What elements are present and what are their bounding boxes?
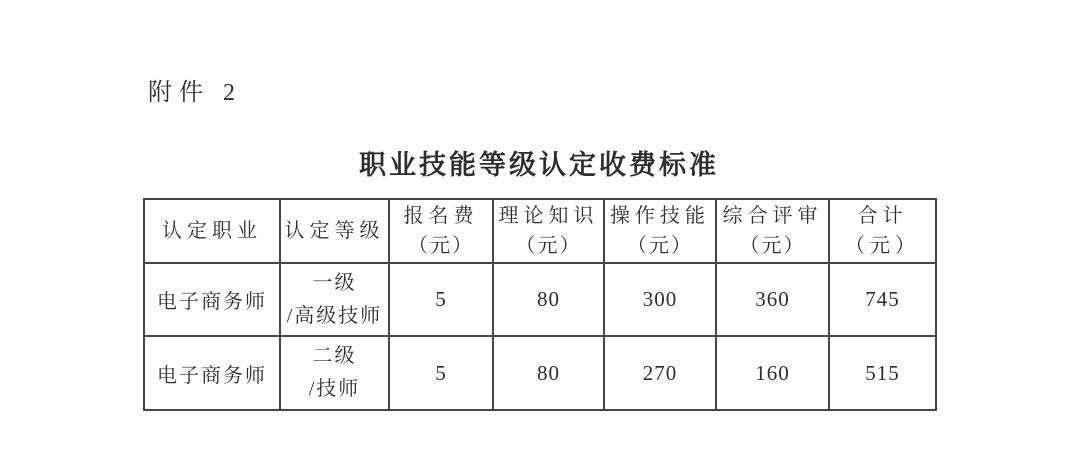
registration-fee-cell <box>389 263 493 336</box>
column-header-label: 认定等级 <box>284 220 385 242</box>
total-fee-cell <box>829 336 936 410</box>
column-header-unit: （元） <box>627 235 693 257</box>
column-header-practical <box>604 199 716 263</box>
column-header-label: 综合评审 <box>722 205 823 227</box>
column-header-label: 认定职业 <box>162 220 262 242</box>
total-fee-value: 515 <box>865 360 900 385</box>
occupation-cell <box>144 263 280 336</box>
table-row <box>144 336 936 410</box>
theory-fee-value: 80 <box>537 360 560 385</box>
column-header-total <box>829 199 936 263</box>
column-header-review <box>716 199 829 263</box>
column-header-occupation <box>144 199 280 263</box>
level-cell <box>280 263 389 336</box>
table-row <box>144 263 936 336</box>
practical-fee-value: 300 <box>642 287 678 311</box>
practical-fee-cell <box>604 263 716 336</box>
practical-fee-value: 270 <box>642 360 678 385</box>
theory-fee-cell <box>493 336 604 410</box>
column-header-label: 报名费 <box>403 205 479 227</box>
column-header-registration-fee <box>389 199 493 263</box>
occupation-value: 电子商务师 <box>157 291 267 313</box>
total-fee-cell <box>829 263 936 336</box>
column-header-level <box>280 199 389 263</box>
review-fee-value: 360 <box>755 287 790 311</box>
column-header-theory <box>493 199 604 263</box>
review-fee-value: 160 <box>755 360 790 385</box>
column-header-label: 操作技能 <box>610 205 710 227</box>
occupation-cell <box>144 336 280 410</box>
review-fee-cell <box>716 263 829 336</box>
theory-fee-value: 80 <box>537 287 560 311</box>
column-header-unit: （元） <box>739 235 806 257</box>
level-line-1: 一级 <box>312 271 357 294</box>
practical-fee-cell <box>604 336 716 410</box>
fee-standard-table <box>143 198 937 411</box>
level-line-2: /技师 <box>308 378 361 400</box>
theory-fee-cell <box>493 263 604 336</box>
column-header-unit: （元） <box>515 235 582 257</box>
registration-fee-cell <box>389 336 493 410</box>
table-header-row <box>144 199 936 263</box>
level-line-1: 二级 <box>312 345 357 367</box>
level-cell <box>280 336 389 410</box>
occupation-value: 电子商务师 <box>157 364 267 387</box>
column-header-unit: （元） <box>408 235 474 257</box>
review-fee-cell <box>716 336 829 410</box>
total-fee-value: 745 <box>865 287 900 311</box>
level-line-2: /高级技师 <box>286 304 383 327</box>
column-header-label: 理论知识 <box>498 205 599 227</box>
registration-fee-value: 5 <box>435 360 447 385</box>
column-header-label: 合计（元） <box>845 205 920 257</box>
attachment-label: 附件 2 <box>148 80 242 106</box>
registration-fee-value: 5 <box>435 287 447 311</box>
page-title: 职业技能等级认定收费标准 <box>359 150 719 180</box>
